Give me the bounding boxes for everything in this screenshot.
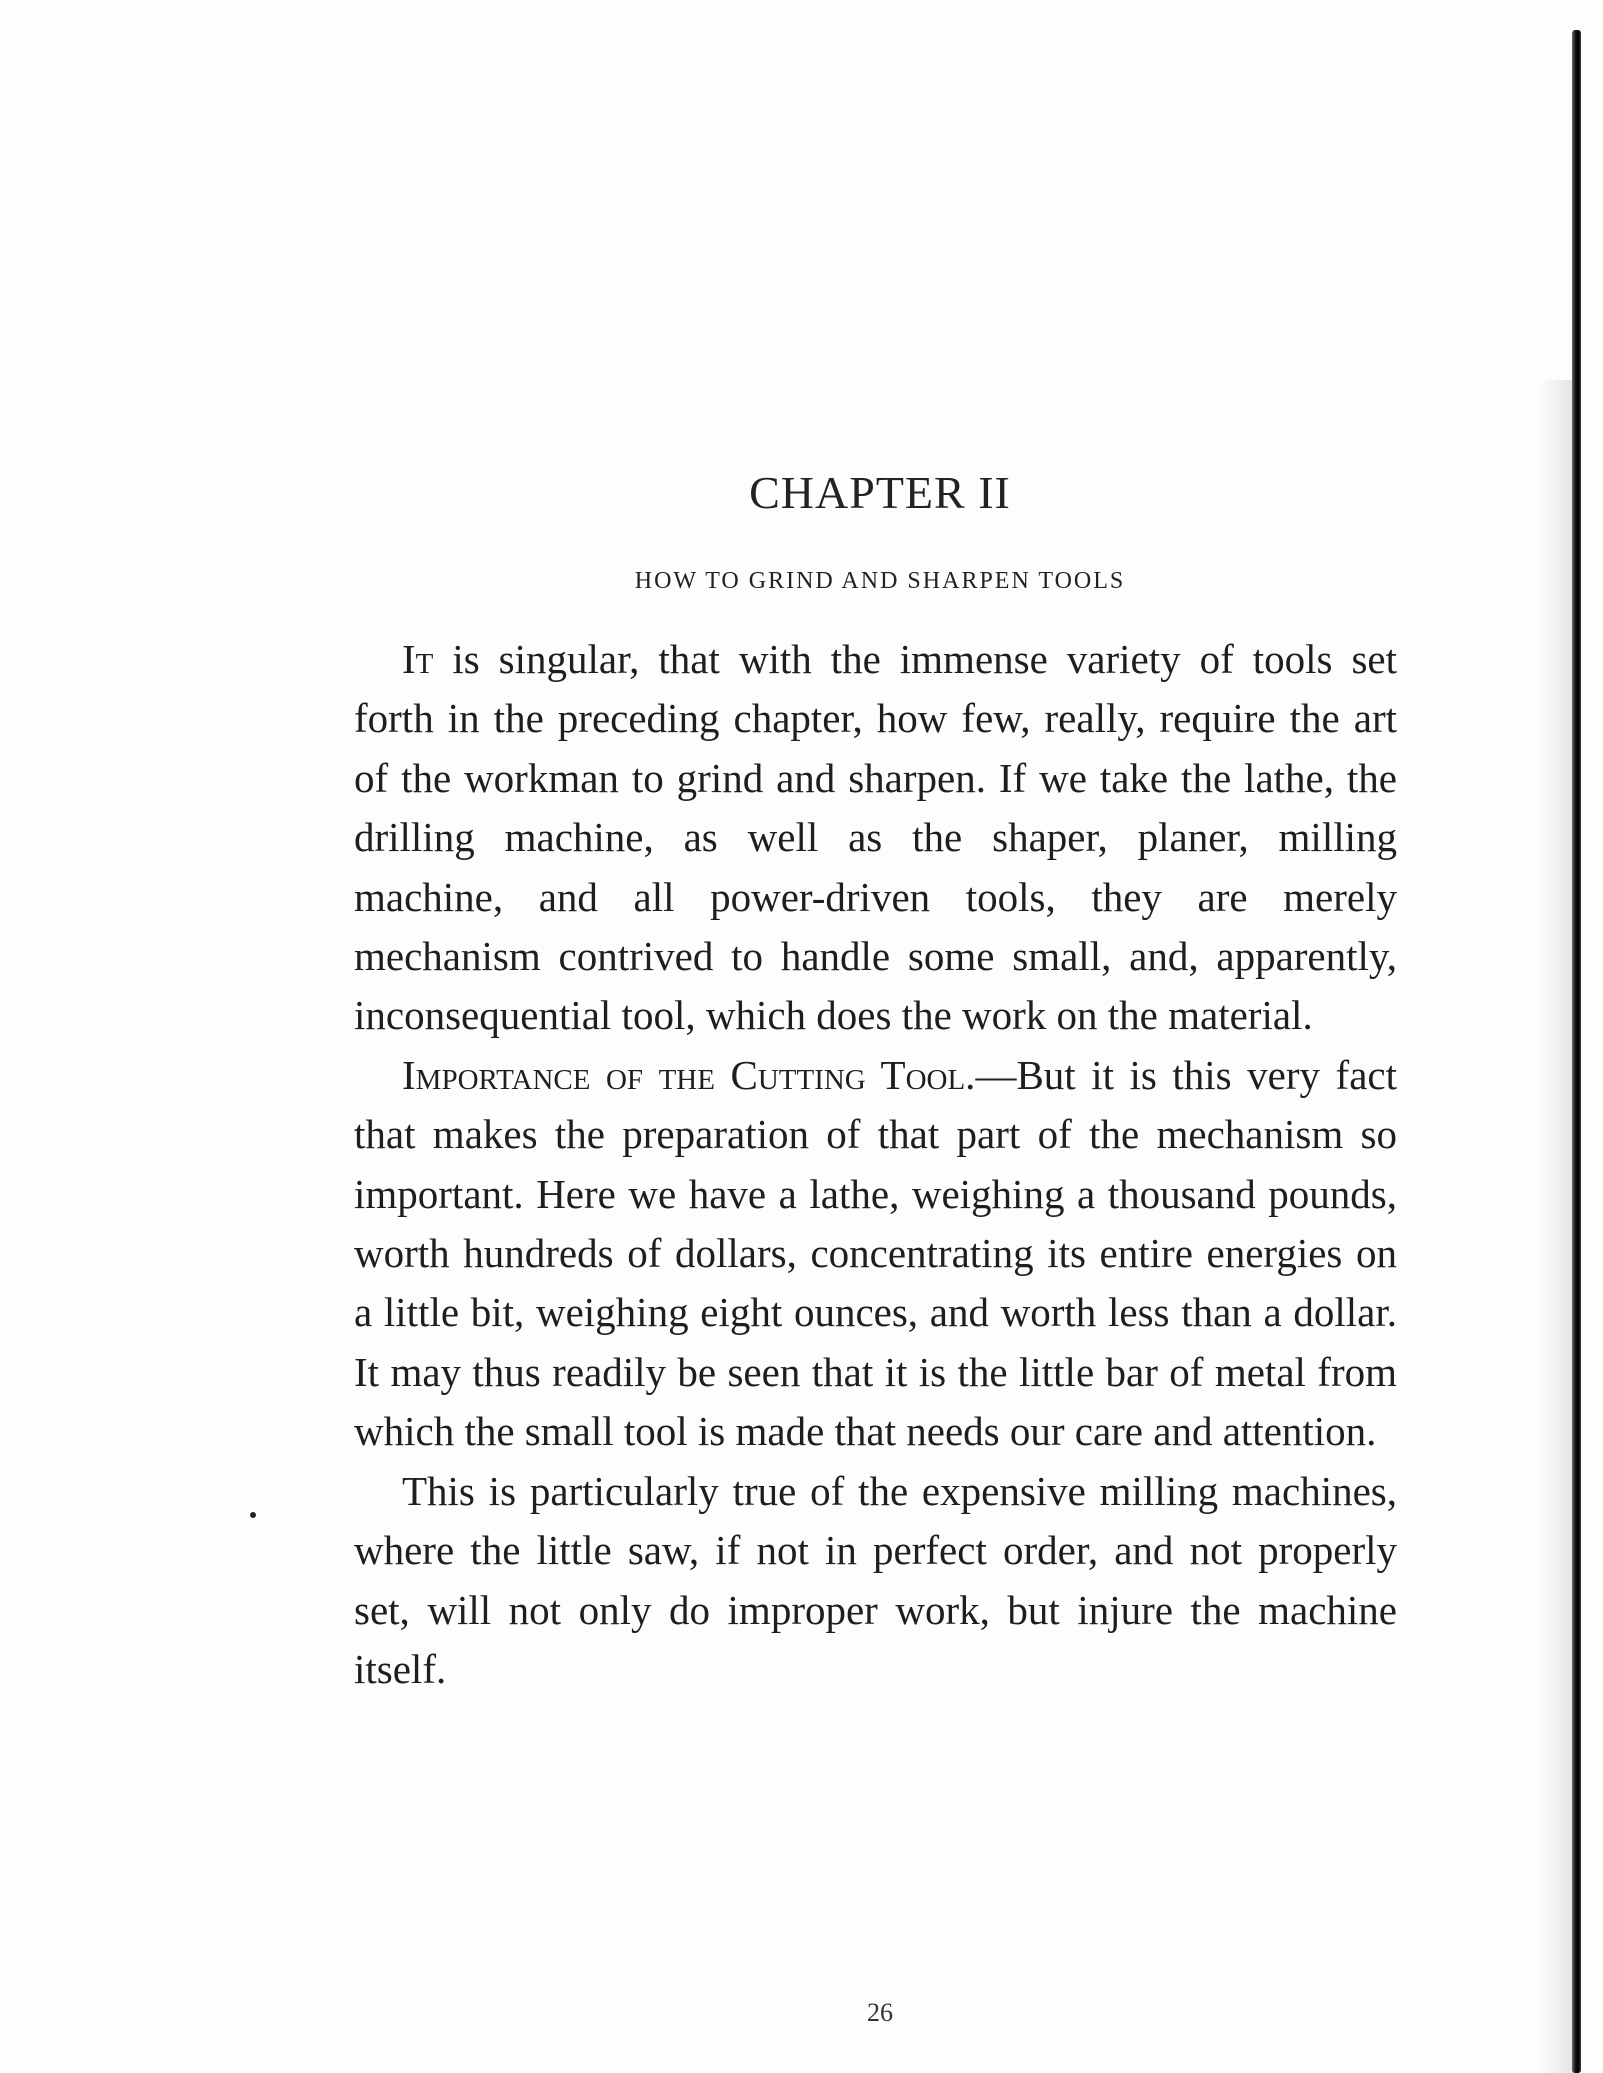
chapter-title: HOW TO GRIND AND SHARPEN TOOLS xyxy=(634,568,1126,594)
paragraph-text: —But it is this very fact that makes the preparation of that part of the mechanism so important. Here we have a lathe, weighing a thousand pounds, worth hundreds of dollars, concentrating its entire energies on a little bit, weighing eight ounces, and worth less than a dollar. It may thus readily be seen that it is the little bar of metal from which the small tool is made that needs our care and attention. xyxy=(354,1051,1397,1455)
chapter-heading: CHAPTER II xyxy=(749,467,1011,518)
chapter-body xyxy=(354,630,1397,1699)
paragraph-lead: It xyxy=(402,636,434,682)
paragraph-text: This is particularly true of the expensive milling machines, where the little saw, if not in perfect order, and not properly set, will not only do improper work, but injure the machine itself. xyxy=(354,1467,1397,1692)
page-number: 26 xyxy=(867,1998,893,2027)
scan-speck xyxy=(250,1512,256,1518)
paragraph-1 xyxy=(354,630,1397,1046)
page-gutter-shadow xyxy=(1540,380,1574,2073)
page-edge xyxy=(1572,30,1581,2073)
paragraph-2 xyxy=(354,1046,1397,1462)
section-heading: Importance of the Cutting Tool. xyxy=(402,1051,976,1098)
paragraph-text: is singular, that with the immense variety of tools set forth in the preceding chapter, how few, really, require the art of the workman to grind and sharpen. If we take the lathe, the drilling machine, as well as the shaper, planer, milling machine, and all power-driven tools, they are merely mechanism contrived to handle some small, and, apparently, inconsequential tool, which does the work on the material. xyxy=(354,636,1397,1039)
paragraph-3 xyxy=(354,1462,1397,1700)
